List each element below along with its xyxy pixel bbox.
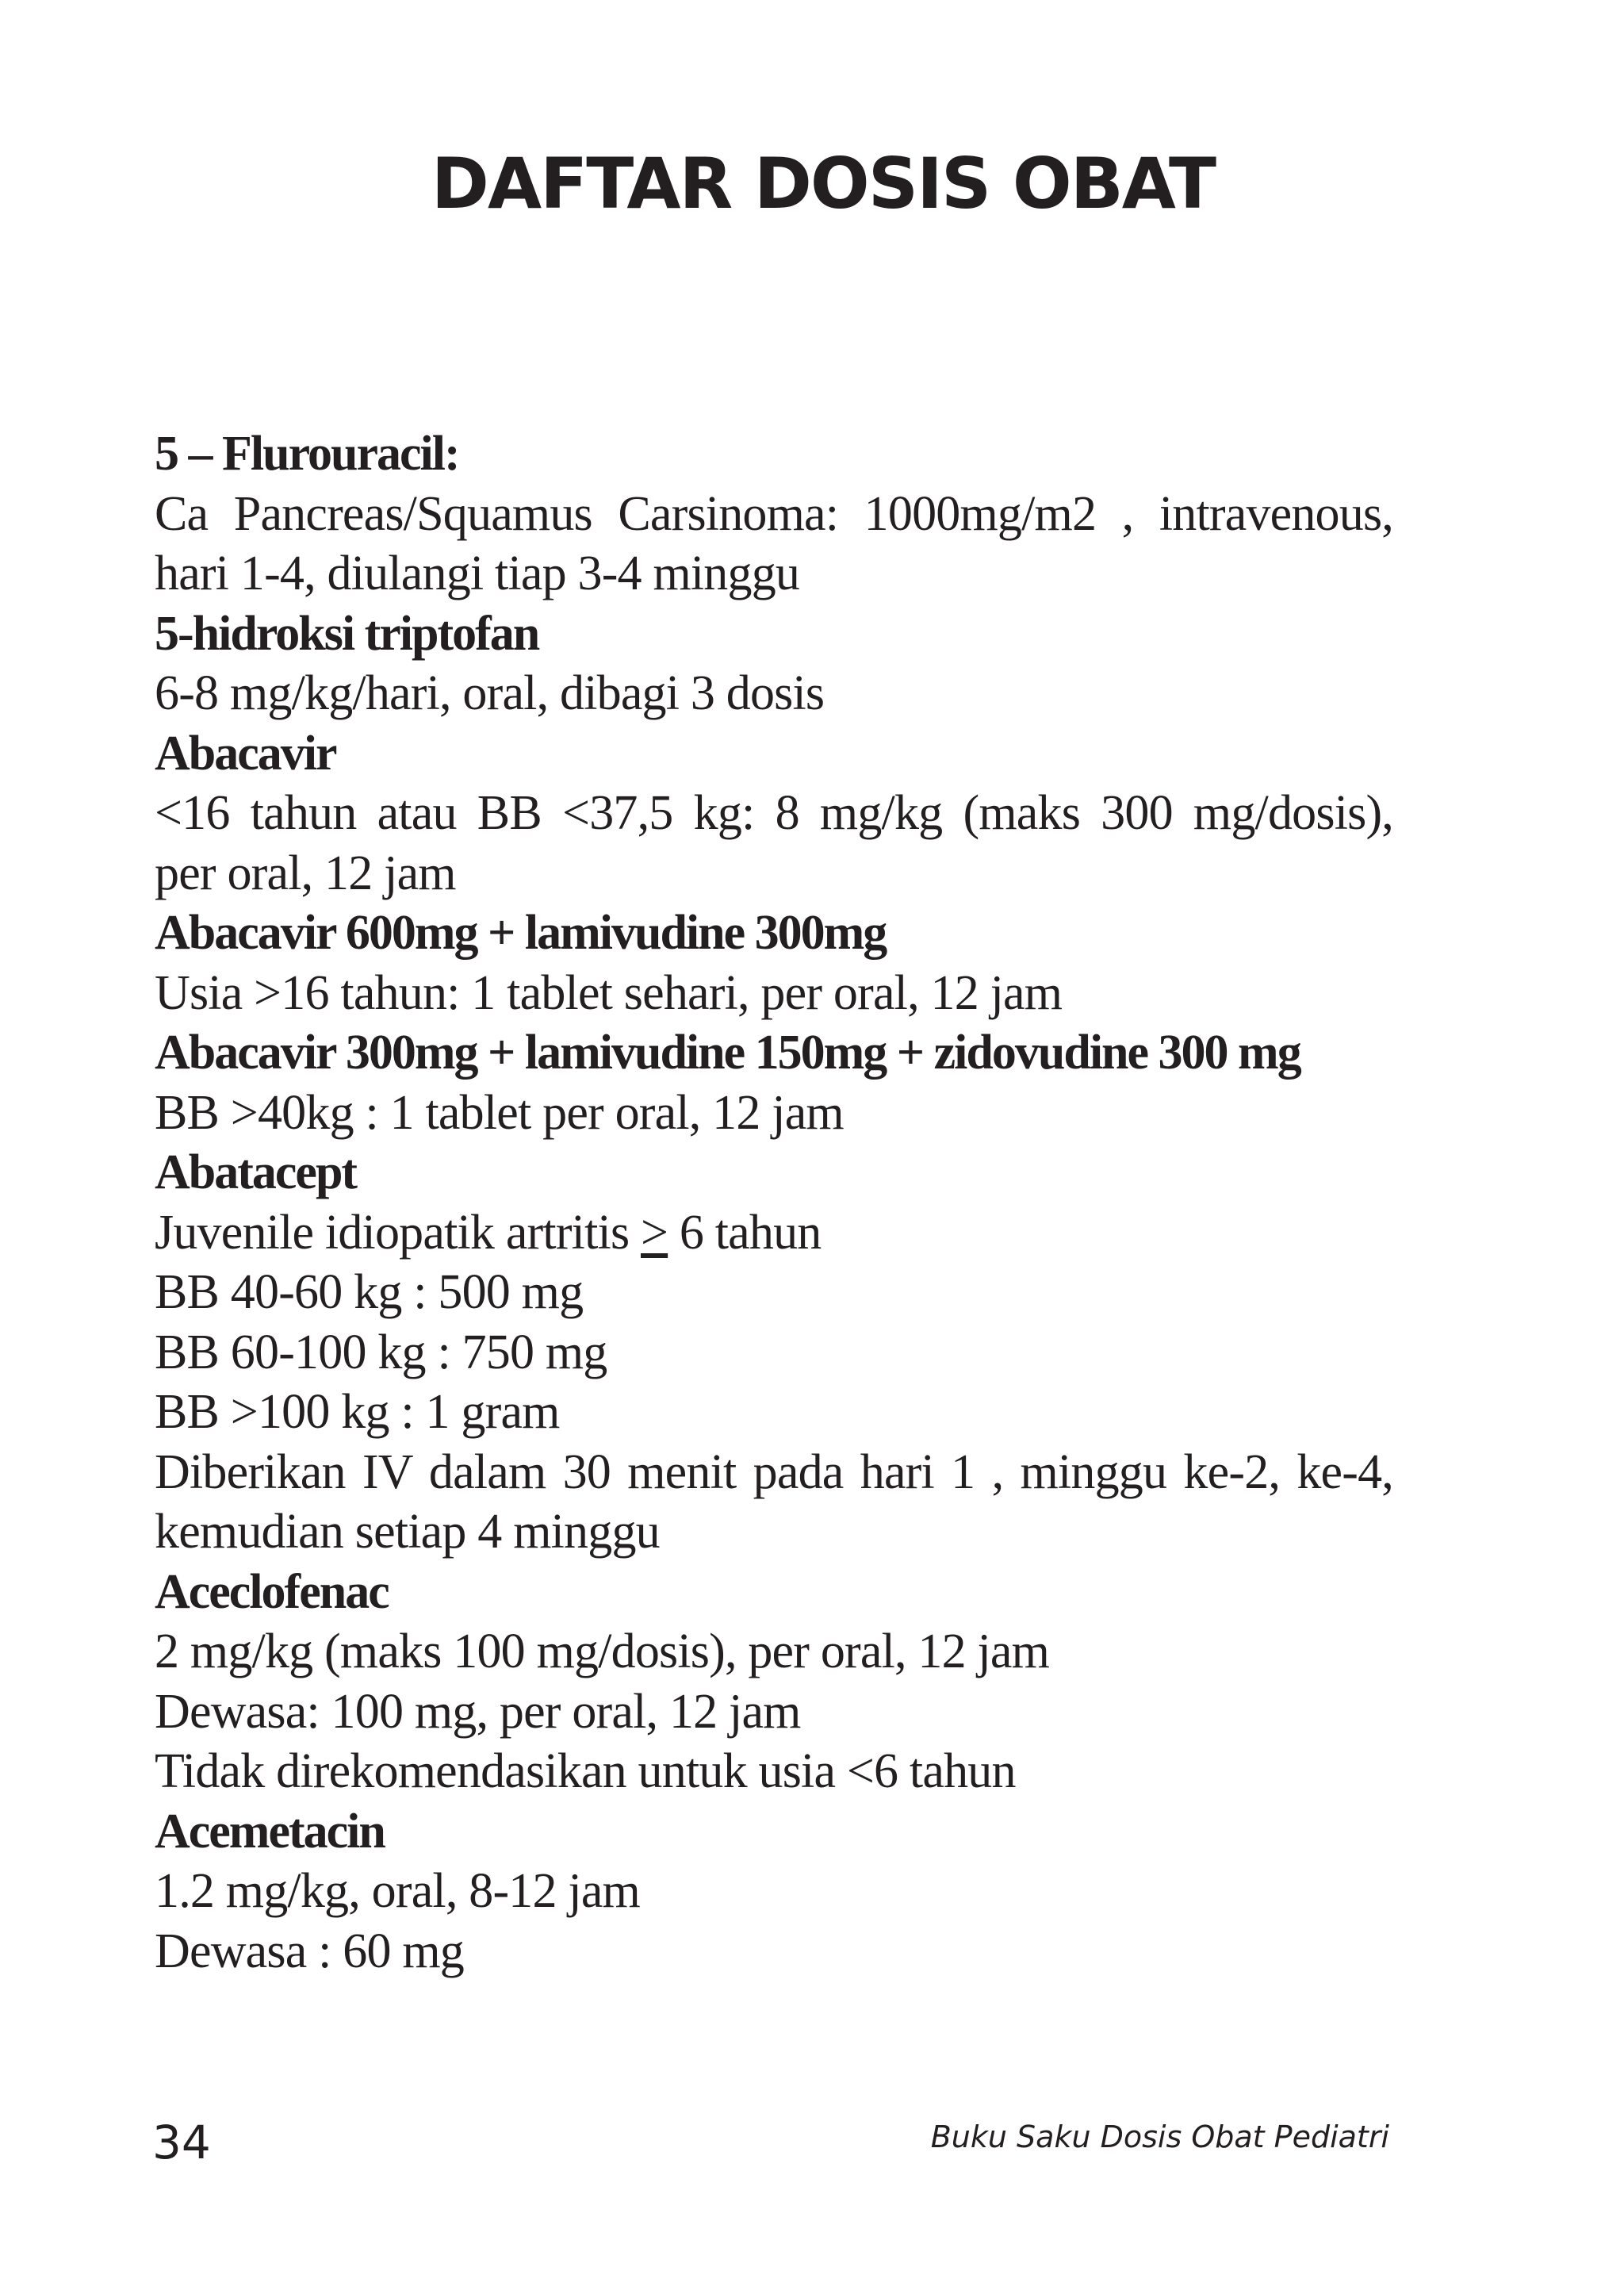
drug-name: Abacavir xyxy=(155,726,336,781)
dose-line: Ca Pancreas/Squamus Carsinoma: 1000mg/m2 , intravenous, xyxy=(155,486,1393,541)
dose-line: Dewasa : 60 mg xyxy=(155,1924,464,1978)
drug-entry-flurouracil xyxy=(155,424,1393,604)
drug-entry-abacavir-lamivudine-zidovudine xyxy=(155,1023,1393,1143)
drug-entry-abacavir xyxy=(155,724,1393,904)
drug-name: Abacavir 300mg + lamivudine 150mg + zidovudine 300 mg xyxy=(155,1026,1300,1080)
drug-entry-abatacept xyxy=(155,1143,1393,1563)
dose-line: per oral, 12 jam xyxy=(155,846,456,900)
dose-line xyxy=(155,1203,1393,1264)
dose-line: BB 60-100 kg : 750 mg xyxy=(155,1325,607,1379)
drug-entry-5-hidroksi-triptofan xyxy=(155,604,1393,724)
drug-entry-acemetacin xyxy=(155,1802,1393,1982)
drug-entry-abacavir-lamivudine xyxy=(155,903,1393,1023)
drug-dose-list xyxy=(155,424,1393,1981)
drug-name: Aceclofenac xyxy=(155,1564,389,1619)
dose-text: 6 tahun xyxy=(668,1205,822,1260)
dose-line: BB 40-60 kg : 500 mg xyxy=(155,1265,584,1319)
dose-line: BB >100 kg : 1 gram xyxy=(155,1385,560,1439)
dose-line: Diberikan IV dalam 30 menit pada hari 1 , minggu ke-2, ke-4, xyxy=(155,1444,1393,1499)
drug-entry-aceclofenac xyxy=(155,1563,1393,1802)
dose-line: 1.2 mg/kg, oral, 8-12 jam xyxy=(155,1864,640,1918)
dose-line: Dewasa: 100 mg, per oral, 12 jam xyxy=(155,1684,801,1739)
book-title-footer: Buku Saku Dosis Obat Pediatri xyxy=(930,2119,1389,2154)
dose-line: Tidak direkomendasikan untuk usia <6 tahun xyxy=(155,1744,1016,1798)
dose-line: <16 tahun atau BB <37,5 kg: 8 mg/kg (maks 300 mg/dosis), xyxy=(155,786,1393,840)
page-title: DAFTAR DOSIS OBAT xyxy=(431,143,1216,224)
drug-name: Abatacept xyxy=(155,1145,357,1199)
page-number: 34 xyxy=(152,2115,211,2169)
drug-name: 5-hidroksi triptofan xyxy=(155,606,539,661)
drug-name: 5 – Flurouracil: xyxy=(155,427,459,481)
dose-line: Usia >16 tahun: 1 tablet sehari, per oral, 12 jam xyxy=(155,965,1063,1020)
dose-line: hari 1-4, diulangi tiap 3-4 minggu xyxy=(155,547,800,600)
dose-line: 2 mg/kg (maks 100 mg/dosis), per oral, 12 jam xyxy=(155,1624,1050,1678)
greater-equal-symbol: > xyxy=(640,1205,668,1260)
drug-name: Abacavir 600mg + lamivudine 300mg xyxy=(155,906,887,960)
dose-line: kemudian setiap 4 minggu xyxy=(155,1505,660,1559)
dose-line: 6-8 mg/kg/hari, oral, dibagi 3 dosis xyxy=(155,666,825,720)
dose-text: Juvenile idiopatik artritis xyxy=(155,1205,641,1260)
drug-name: Acemetacin xyxy=(155,1804,385,1858)
dose-line: BB >40kg : 1 tablet per oral, 12 jam xyxy=(155,1085,844,1140)
